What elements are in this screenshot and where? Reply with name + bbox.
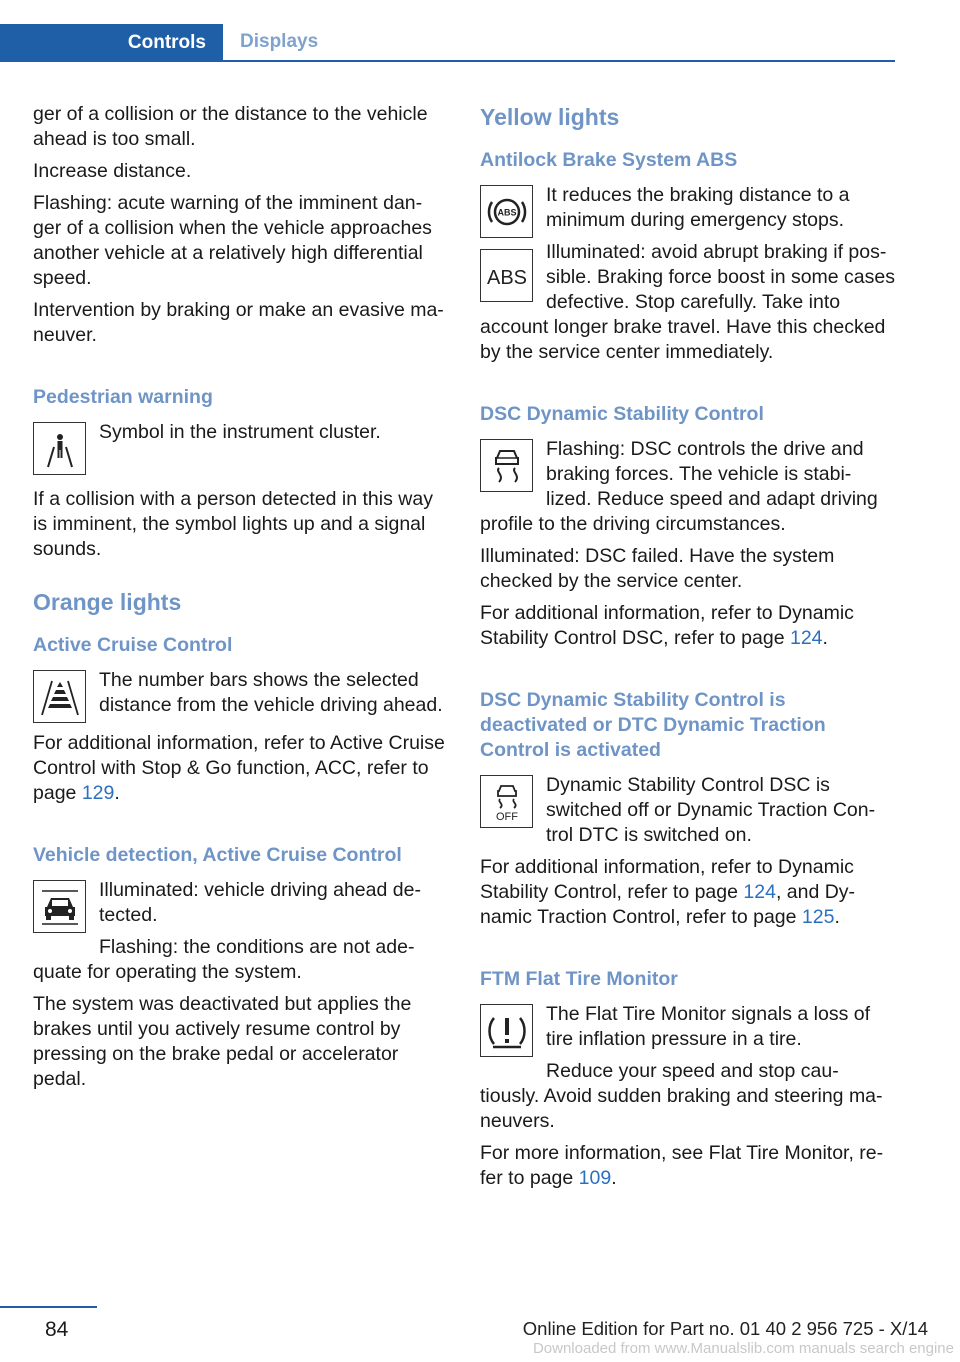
continued-text-3: Flashing: acute warning of the imminent dan-ger of a collision when the vehicle approaches another vehicle at a relatively high differential speed.: [33, 192, 432, 289]
dsc-text-1: Flashing: DSC controls the drive and braking forces. The vehicle is stabi-lized. Reduce speed and adapt driving profile to the driving circumstances.: [480, 438, 878, 535]
pedestrian-warning-text-2: If a collision with a person detected in this way is imminent, the symbol lights up and a signal sounds.: [33, 488, 433, 560]
dsc-off-text-2: For additional information, refer to Dynamic Stability Control, refer to page 124, and Dy-namic Traction Control, refer to page 125.: [480, 856, 856, 928]
abs-text-icon-label: ABS: [486, 266, 527, 289]
abs-text-1: It reduces the braking distance to a minimum during emergency stops.: [546, 184, 850, 231]
vehicle-detection-heading: Vehicle detection, Active Cruise Control: [33, 844, 402, 866]
page-link-129[interactable]: 129: [81, 782, 115, 804]
page-number: 84: [45, 1318, 69, 1341]
footer-rule: [0, 1306, 97, 1308]
continued-text-2: Increase distance.: [33, 160, 192, 182]
edition-text: Online Edition for Part no. 01 40 2 956 725 - X/14: [522, 1318, 928, 1339]
tab-controls[interactable]: Controls: [0, 24, 223, 62]
header-tabbar: [0, 24, 895, 62]
pedestrian-warning-block: [33, 420, 449, 483]
active-cruise-control-heading: Active Cruise Control: [33, 634, 233, 656]
vehicle-detection-text-2: Flashing: the conditions are not ade-quate for operating the system.: [33, 936, 415, 983]
dsc-off-icon: [480, 775, 533, 828]
dsc-off-text-1: Dynamic Stability Control DSC is switched off or Dynamic Traction Con-trol DTC is switched on.: [546, 774, 876, 846]
left-column: [33, 102, 449, 1099]
continued-text-4: Intervention by braking or make an evasive ma-neuver.: [33, 299, 444, 346]
abs-block: [480, 183, 896, 372]
dsc-heading: DSC Dynamic Stability Control: [480, 403, 764, 425]
dsc-text-2: Illuminated: DSC failed. Have the system checked by the service center.: [480, 545, 835, 592]
orange-lights-heading: Orange lights: [33, 589, 182, 615]
abs-circle-icon-label: ABS: [496, 207, 517, 217]
dsc-skid-icon: [480, 439, 533, 492]
page-link-125[interactable]: 125: [801, 906, 835, 928]
header-rule: [0, 60, 895, 62]
flat-tire-warning-icon: [480, 1004, 533, 1057]
tab-displays[interactable]: Displays: [240, 31, 319, 52]
abs-text-2: Illuminated: avoid abrupt braking if pos-sible. Braking force boost in some cases defective. Stop carefully. Take into account longer brake travel. Have this checked by the service center immediately.: [480, 241, 896, 363]
dsc-off-heading: DSC Dynamic Stability Control is deactivated or DTC Dynamic Traction Control is activated: [480, 689, 826, 761]
vehicle-detection-icon: [33, 880, 86, 933]
ftm-block: [480, 1002, 896, 1141]
pedestrian-warning-text-1: Symbol in the instrument cluster.: [99, 421, 381, 443]
active-cruise-control-text-1: The number bars shows the selected distance from the vehicle driving ahead.: [99, 669, 443, 716]
page-link-124[interactable]: 124: [789, 627, 823, 649]
pedestrian-warning-icon: [33, 422, 86, 475]
ftm-text-1: The Flat Tire Monitor signals a loss of tire inflation pressure in a tire.: [546, 1003, 871, 1050]
abs-text-icon: [480, 249, 533, 302]
yellow-lights-heading: Yellow lights: [480, 104, 620, 130]
abs-heading: Antilock Brake System ABS: [480, 149, 738, 171]
vehicle-detection-text-1: Illuminated: vehicle driving ahead de-tected.: [99, 879, 421, 926]
ftm-text-3: For more information, see Flat Tire Monitor, re-fer to page 109.: [480, 1142, 884, 1189]
vehicle-detection-text-3: The system was deactivated but applies the brakes until you actively resume control by pressing on the brake pedal or accelerator pedal.: [33, 993, 412, 1090]
continued-text-1: ger of a collision or the distance to the vehicle ahead is too small.: [33, 103, 428, 150]
dsc-block: [480, 437, 896, 544]
active-cruise-control-block: [33, 668, 449, 731]
ftm-text-2: Reduce your speed and stop cau-tiously. Avoid sudden braking and steering ma-neuvers.: [480, 1060, 883, 1132]
pedestrian-warning-heading: Pedestrian warning: [33, 386, 213, 408]
vehicle-detection-block: [33, 878, 449, 992]
active-cruise-control-text-2: For additional information, refer to Active Cruise Control with Stop & Go function, ACC, refer to page 129.: [33, 732, 445, 804]
watermark-text: Downloaded from www.Manualslib.com manuals search engine: [532, 1340, 954, 1357]
dsc-text-3: For additional information, refer to Dynamic Stability Control DSC, refer to page 124.: [480, 602, 854, 649]
abs-circle-icon: [480, 185, 533, 238]
right-column: [480, 102, 896, 1198]
page-link-109[interactable]: 109: [578, 1167, 612, 1189]
dsc-off-block: [480, 773, 896, 855]
dsc-off-icon-label: OFF: [495, 810, 518, 823]
ftm-heading: FTM Flat Tire Monitor: [480, 968, 678, 990]
distance-bars-icon: [33, 670, 86, 723]
page-link-124b[interactable]: 124: [743, 881, 776, 903]
